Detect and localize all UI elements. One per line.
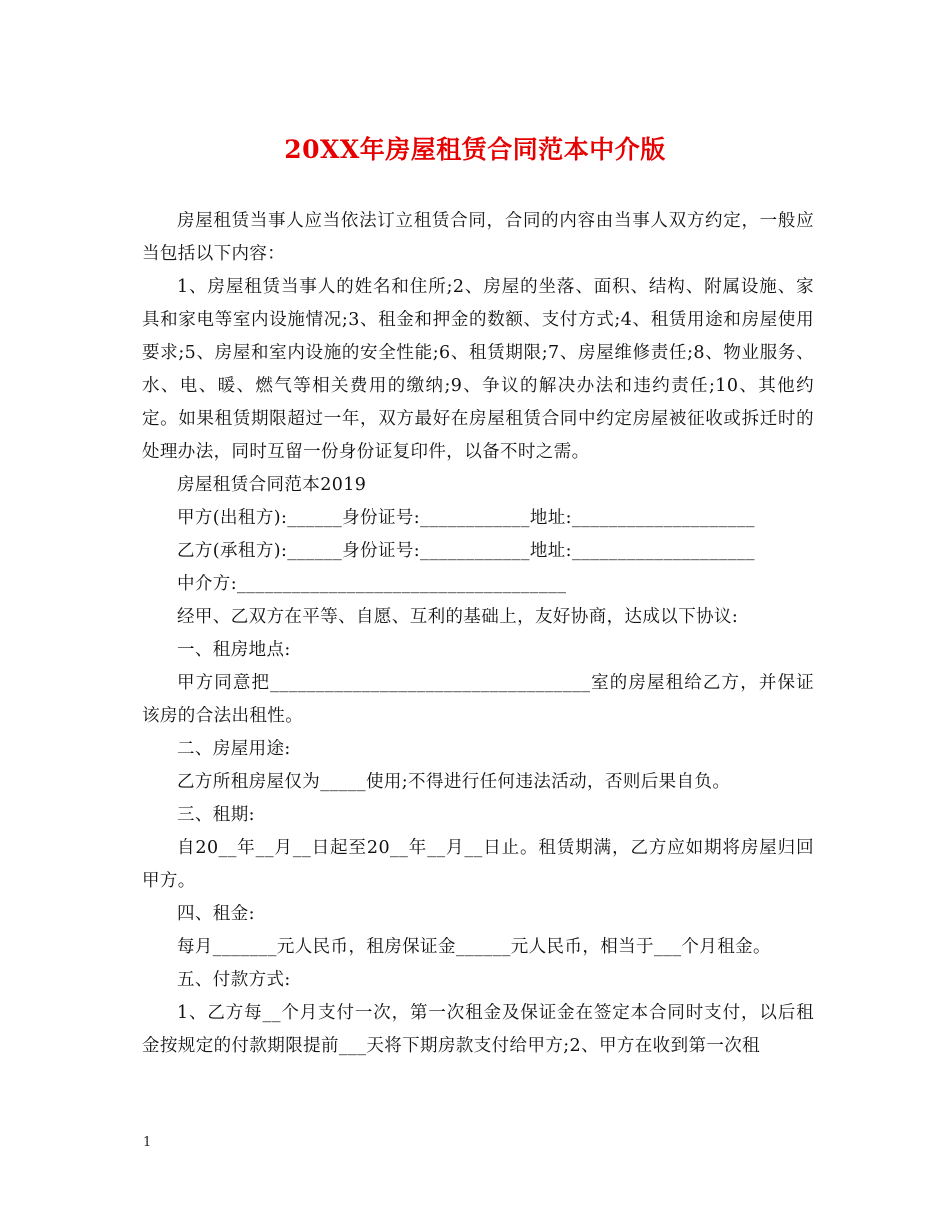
paragraph-agent: 中介方:____________________________________ bbox=[177, 574, 567, 594]
document-body bbox=[142, 205, 814, 1063]
section-heading-payment: 五、付款方式: bbox=[177, 970, 291, 990]
section-heading-usage: 二、房屋用途: bbox=[177, 739, 291, 759]
paragraph-party-a: 甲方(出租方):______身份证号:____________地址:____________________ bbox=[177, 508, 755, 528]
paragraph-agreement: 经甲、乙双方在平等、自愿、互利的基础上，友好协商，达成以下协议: bbox=[177, 607, 739, 627]
paragraph-term: 自20__年__月__日起至20__年__月__日止。租赁期满，乙方应如期将房屋归回甲方。 bbox=[142, 838, 814, 891]
paragraph-contents-list: 1、房屋租赁当事人的姓名和住所;2、房屋的坐落、面积、结构、附属设施、家具和家电等室内设施情况;3、租金和押金的数额、支付方式;4、租赁用途和房屋使用要求;5、房屋和室内设施的安全性能;6、租赁期限;7、房屋维修责任;8、物业服务、水、电、暖、燃气等相关费用的缴纳;9、争议的解决办法和违约责任;10、其他约定。如果租赁期限超过一年，双方最好在房屋租赁合同中约定房屋被征收或拆迁时的处理办法，同时互留一份身份证复印件，以备不时之需。 bbox=[142, 277, 814, 462]
page-number: 1 bbox=[143, 1135, 152, 1150]
section-heading-rent: 四、租金: bbox=[177, 904, 255, 924]
section-heading-location: 一、租房地点: bbox=[177, 640, 291, 660]
paragraph-intro: 房屋租赁当事人应当依法订立租赁合同，合同的内容由当事人双方约定，一般应当包括以下内容： bbox=[142, 211, 814, 264]
paragraph-location: 甲方同意把___________________________________室的房屋租给乙方，并保证该房的合法出租性。 bbox=[142, 673, 814, 726]
paragraph-party-b: 乙方(承租方):______身份证号:____________地址:____________________ bbox=[177, 541, 755, 561]
section-heading-term: 三、租期: bbox=[177, 805, 255, 825]
paragraph-rent: 每月_______元人民币，租房保证金______元人民币，相当于___个月租金。 bbox=[177, 937, 771, 957]
paragraph-payment: 1、乙方每__个月支付一次，第一次租金及保证金在签定本合同时支付，以后租金按规定的付款期限提前___天将下期房款支付给甲方;2、甲方在收到第一次租 bbox=[142, 1003, 814, 1056]
paragraph-usage: 乙方所租房屋仅为_____使用;不得进行任何违法活动，否则后果自负。 bbox=[177, 772, 731, 792]
document-title: 20XX年房屋租赁合同范本中介版 bbox=[284, 135, 666, 164]
paragraph-template-heading: 房屋租赁合同范本2019 bbox=[177, 475, 367, 495]
